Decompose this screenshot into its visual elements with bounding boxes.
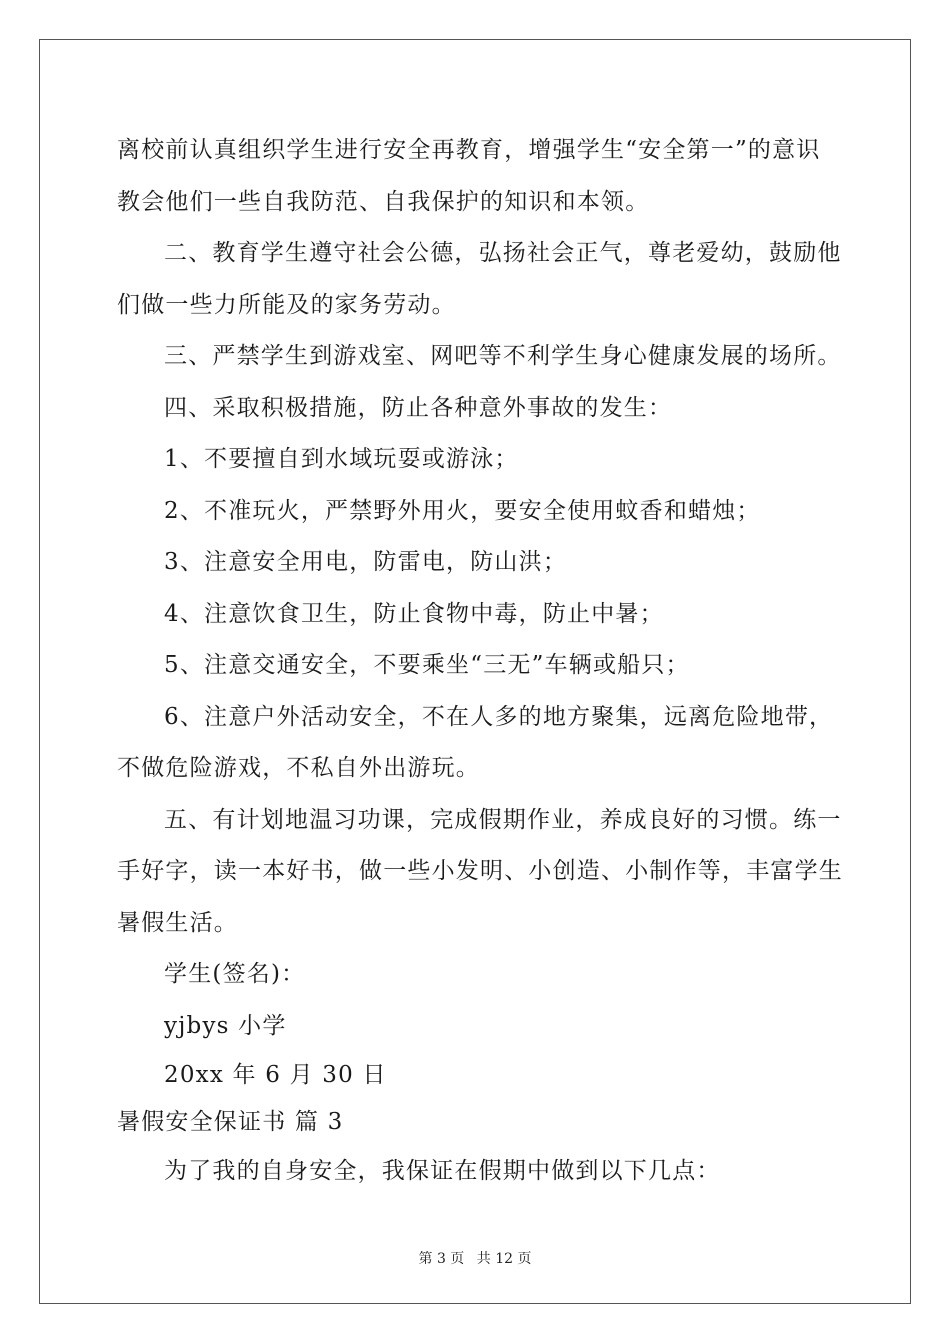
- list-item: 5、注意交通安全，不要乘坐“三无”车辆或船只；: [164, 652, 690, 678]
- text-line: 三、严禁学生到游戏室、网吧等不利学生身心健康发展的场所。: [164, 343, 842, 369]
- document-body: [117, 125, 843, 1198]
- text-line: 手好字，读一本好书，做一些小发明、小创造、小制作等，丰富学生: [117, 858, 843, 884]
- list-item: 4、注意饮食卫生，防止食物中毒，防止中暑；: [164, 600, 664, 627]
- section-heading: 暑假安全保证书 篇 3: [117, 1109, 344, 1135]
- signature-label: 学生(签名)：: [164, 961, 306, 987]
- text-line: 们做一些力所能及的家务劳动。: [117, 291, 456, 318]
- text-line: 教会他们一些自我防范、自我保护的知识和本领。: [117, 188, 650, 215]
- text-line: 离校前认真组织学生进行安全再教育，增强学生“安全第一”的意识: [117, 137, 821, 163]
- page-number: 第 3 页: [418, 1251, 465, 1267]
- text-line: 为了我的自身安全，我保证在假期中做到以下几点：: [164, 1158, 721, 1184]
- list-item: 6、注意户外活动安全，不在人多的地方聚集，远离危险地带，: [164, 703, 834, 730]
- text-line: 暑假生活。: [117, 909, 238, 936]
- school-name: yjbys 小学: [164, 1012, 287, 1039]
- text-line: 不做危险游戏，不私自外出游玩。: [117, 755, 480, 781]
- date-line: 20xx 年 6 月 30 日: [164, 1062, 387, 1088]
- page-footer: [0, 1248, 950, 1268]
- list-item: 1、不要擅自到水域玩耍或游泳；: [164, 446, 519, 472]
- text-line: 四、采取积极措施，防止各种意外事故的发生：: [164, 394, 673, 421]
- list-item: 2、不准玩火，严禁野外用火，要安全使用蚊香和蜡烛；: [164, 497, 761, 524]
- text-line: 二、教育学生遵守社会公德，弘扬社会正气，尊老爱幼，鼓励他: [164, 240, 842, 266]
- page-total: 共 12 页: [476, 1251, 532, 1267]
- list-item: 3、注意安全用电，防雷电，防山洪；: [164, 549, 568, 575]
- text-line: 五、有计划地温习功课，完成假期作业，养成良好的习惯。练一: [164, 806, 842, 833]
